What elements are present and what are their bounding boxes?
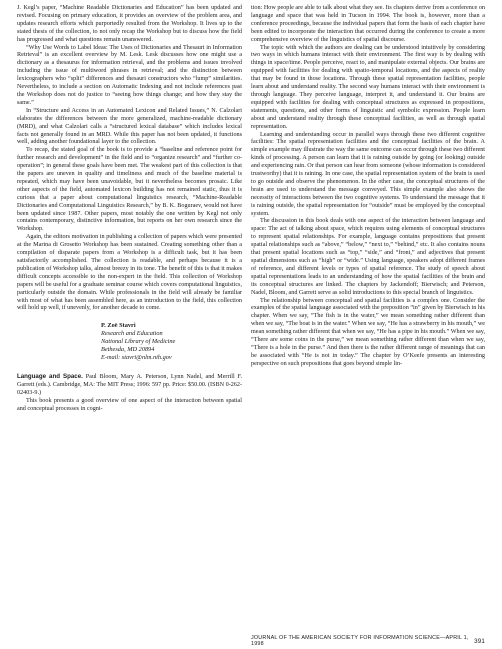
reviewer-org: National Library of Medicine [101, 337, 176, 345]
reviewer-email: E-mail: stavri@nlm.nih.gov [101, 353, 172, 361]
book-title: Language and Space. [17, 373, 83, 381]
body-paragraph: In “Structure and Access in an Automated Lexicon and Related Issues,” N. Calzolari elaborates the differences between the more generalized, machine-readable dictionary (MRD), and what Calzolari calls a “structured lexical database” which includes lexical facts not generally found in an MRD. While this paper has not been updated, it functions well, adding another foundational layer to the collection. [17, 107, 242, 146]
review-header [17, 373, 242, 398]
body-paragraph: This book presents a good overview of one aspect of the interaction between spatial and conceptual processes in cogni- [17, 398, 242, 412]
body-paragraph: tion: How people are able to talk about what they see. Its chapters derive from a conference on language and space that was held in Tucson in 1994. The book is, however, more than a conference proceedings, because the individual papers that form the basis of each chapter have been edited to incorporate the interaction that occurred during the conference to create a more comprehensive overview of the linguistics of spatial discourse. [251, 5, 485, 43]
body-paragraph: The topic with which the authors are dealing can be understood intuitively by considering two ways in which humans interact with their environment. The first way is by dealing with things in space/time. People perceive, react to, and manipulate external objects. Our brains are equipped with facilities for dealing with spatio-temporal locations, and the aspects of reality that may be found in those locations. Through these spatial representation facilities, people learn about and understand reality. The second way humans interact with their environment is through language. They perceive language, interpret it, and understand it. Our brains are equipped with facilities for dealing with conceptual structures as expressed in propositions, statements, questions, and other forms of linguistic and symbolic expression. People learn about and understand reality through these conceptual facilities, as well as through spatial representation. [251, 44, 485, 130]
journal-running-footer: JOURNAL OF THE AMERICAN SOCIETY FOR INFORMATION SCIENCE—APRIL 1, 1998 [251, 635, 469, 647]
page-footer [251, 635, 485, 647]
reviewer-title: Research and Education [101, 330, 163, 338]
body-paragraph: The discussion in this book deals with one aspect of the interaction between language and space: The act of talking about space, which requires using elements of conceptual structures to represent spatial relationships. For example, language contains prepositions that present spatial relationships such as “above,” “below,” “next to,” “behind,” etc. It also contains nouns that present spatial locations such as “top,” “side,” and “front,” and adjectives that present spatial dimensions such as “high” or “wide.” Using language, speakers adopt different frames of reference, and different levels or types of spatial reference. The study of speech about spatial representations leads to an understanding of how the spatial facilities of the brain and its conceptual structures are linked. The chapters by Jackendoff; Bierwisch; and Peterson, Nadel, Bloom, and Garrett serve as solid introductions to this special branch of linguistics. [251, 218, 485, 296]
body-paragraph: “Why Use Words to Label Ideas: The Uses of Dictionaries and Thesauri in Information Retrieval” is an excellent overview by M. Lesk. Lesk discusses how one might use a dictionary as a thesaurus for information retrieval, and the problems and issues involved including the issue of multiword phrases in retrieval; and the distinction between lexicographers who “split” differences and thesauri constructors who “lump” similarities. Nevertheless, to include a section on Automatic Indexing and not include references past the Workshop does not do justice to “seeing how things change; and how they stay the same.” [17, 44, 242, 106]
reviewer-location: Bethesda, MD 20894 [101, 345, 155, 353]
body-paragraph: The relationship between conceptual and spatial facilities is a complex one. Consider the examples of the spatial language associated with the preposition “in” given by Bierwisch in his chapter. When we say, “The fish is in the water,” we mean something rather different than when we say, “The boat is in the water.” When we say, “He has a strawberry in his mouth,” we mean something rather different that when we say, “He has a pipe in his mouth.” When we say, “There are some coins in the purse,” we mean something rather different than when we say, “There is a hole in the purse.” And then there is the rather different range of meanings that can be associated with “He is not in today.” The chapter by O’Keefe presents an interesting perspective on such prepositions that goes beyond simple lin- [251, 297, 485, 367]
page-number: 391 [474, 637, 485, 645]
right-column [251, 5, 485, 369]
body-paragraph: Again, the editors motivation in publishing a collection of papers which were presented at the Marina di Grosetto Workshop has been sustained. Creating something other than a compilation of disparate papers from a Workshop is a difficult task, but it has been satisfactorily accomplished. The collection is readable, and perhaps because it is a publication of Workshop talks, almost breezy in its tone. The benefit of this is that it makes difficult concepts accessible to the non-expert in the field. This collection of Workshop papers will be useful for a graduate seminar course which covers computational linguistics, particularly outside the domain. While professionals in the field will already be familiar with most of what has been assembled here, as an introduction to the field, this collection will hold up well, if unevenly, for another decade to come. [17, 234, 242, 312]
left-column [17, 5, 242, 414]
body-paragraph: To recap, the stated goal of the book is to provide a “baseline and reference point for further research and development” in the field and to “organize research” and “further co-operation”; in general these goals have been met. The weakest part of this collection is that the papers are uneven in quality and timeliness and much of the baseline material is repeated, which may have been unavoidable, but it nevertheless becomes prosaic. Like other aspects of the field, automated lexicon building has not remained static, thus it is curious that a paper about computational linguistics research, “Machine-Readable Dictionaries and Computational Linguistics Research,” by B. K. Boguraev, would not have been updated since 1987. Other papers, most notably the one written by Kegl not only contains contemporary, distinctive information, but reports on her own research since the Workshop. [17, 147, 242, 233]
body-paragraph: J. Kegl’s paper, “Machine Readable Dictionaries and Education” has been updated and revised. Focusing on primary education, it provides an overview of the problem area, and updates research efforts which purportedly resulted from the Workshop. It lives up to the stated thesis of the collection, to not only recap the Workshop but to discuss how the field has progressed and what questions remain unanswered. [17, 5, 242, 43]
body-paragraph: Learning and understanding occur in parallel ways through these two different cognitive facilities: The spatial representation facilities and the conceptual facilities of the brain. A simple example may illustrate the way the same outcome can occur through these two different kinds of processing. A person can learn that it is raining outside by going (or looking) outside and experiencing rain. Or that person can hear from someone (whose information is considered trustworthy) that it is raining. In one case, the spatial representation system of the brain is used to go outside and observe the phenomenon. In the other case, the conceptual structures of the brain are used to understand the message conveyed. This simple example also shows the necessity of interactions between the two cognitive systems. To understand the message that it is raining outside, the spatial representation for “outside” must be employed by the conceptual system. [251, 131, 485, 217]
reviewer-signature [17, 322, 242, 361]
reviewer-name: P. Zoë Stavri [101, 322, 136, 330]
book-citation: Paul Bloom, Mary A. Peterson, Lynn Nadel, and Merrill F. Garrett (eds.). Cambridge, MA: The MIT Press; 1996: 597 pp. Price: $50.00. (ISBN 0-262-02403-9.) [17, 374, 242, 397]
